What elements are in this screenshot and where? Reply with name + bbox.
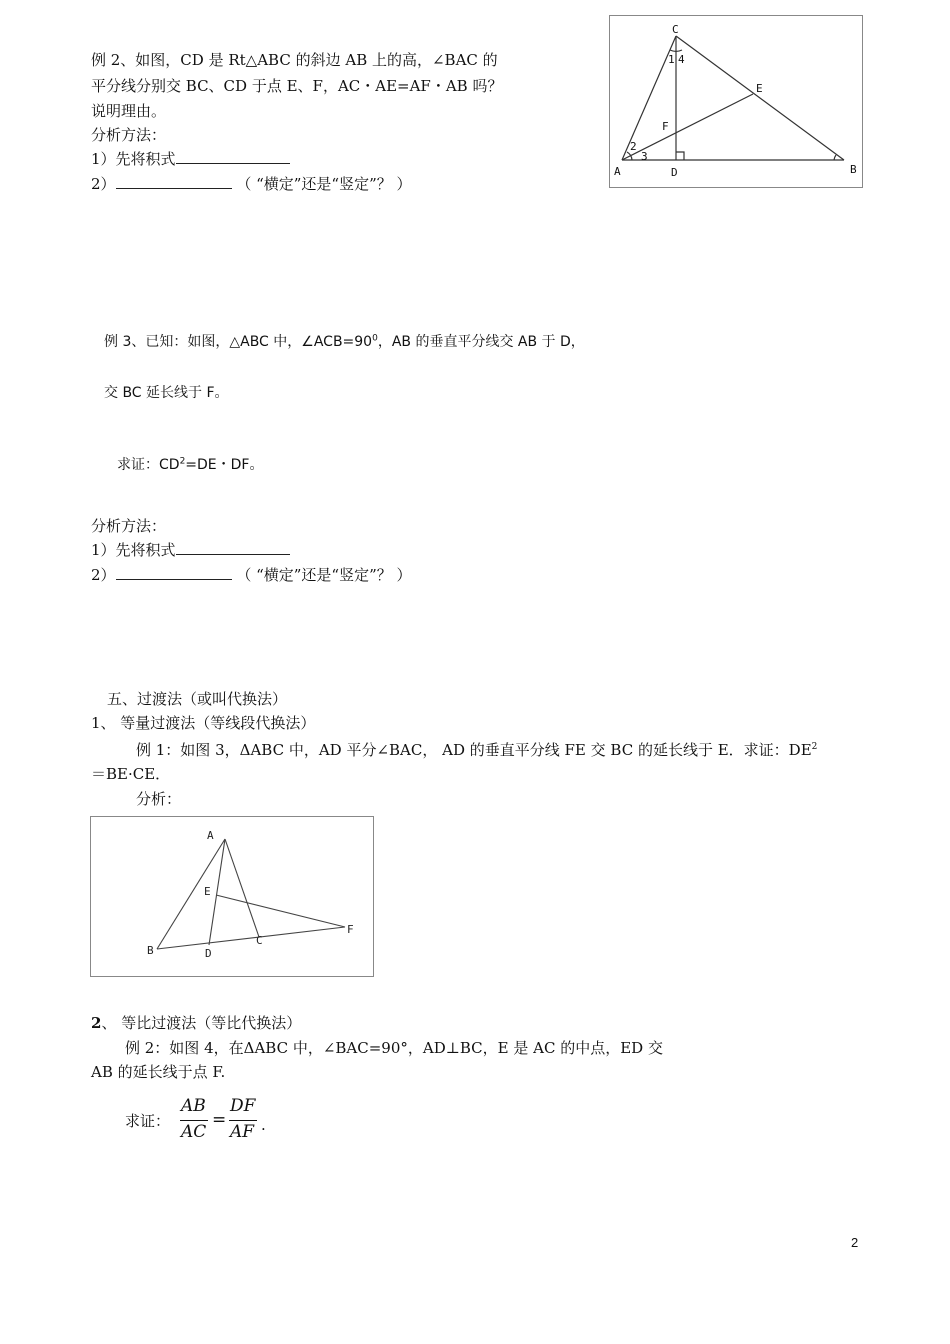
fraction-ab-ac [180,1096,210,1146]
ex3-step1-label: 1）先将积式 [91,541,176,559]
ex3-step2-suffix: （ “横定”还是“竖定”？ ） [236,566,412,584]
section5-title: 五、过渡法（或叫代换法） [107,690,288,708]
fig3-label-a: A [207,829,214,842]
ex2-step2-blank [116,173,232,189]
ex3-degree-sup: 0 [372,333,378,344]
label-angle-4: 4 [678,53,685,66]
label-e: E [756,82,763,95]
section5-sub2-text: 、 等比过渡法（等比代换法） [101,1014,302,1032]
fraction-df-bar [229,1120,257,1121]
label-angle-2: 2 [630,140,637,153]
ex2-line3: 说明理由。 [91,102,167,120]
prove-period: . [261,1116,266,1134]
section5-ex1-analysis: 分析： [136,790,182,808]
ex3-step2 [91,564,412,586]
fraction-ac-denominator: AC [181,1122,207,1142]
ex3-step2-prefix: 2） [91,566,116,584]
label-b: B [850,163,857,176]
ex3-line1-rest: ，AB 的垂直平分线交 AB 于 D， [377,334,585,350]
ex2-triangle-figure [609,15,863,188]
ex3-step2-blank [116,564,232,580]
fig3-label-f: F [347,923,354,936]
section5-ex1-line1 [136,739,817,761]
section5-sub2-num: 2 [91,1014,102,1032]
section5-sub2 [91,1012,301,1034]
ex3-prove [117,454,264,476]
section5-ex1-sup: 2 [811,742,818,752]
ex2-line2: 平分线分别交 BC、CD 于点 E、F，AC・AE=AF・AB 吗？ [91,77,503,95]
ex2-step1-label: 1）先将积式 [91,150,176,168]
fig3-label-c: C [256,934,263,947]
section5-ex2-line1: 例 2：如图 4，在ΔABC 中，∠BAC=90°，AD⊥BC，E 是 AC 的中点，ED 交 [125,1039,663,1057]
ex2-step2 [91,173,412,195]
ex2-step2-prefix: 2） [91,175,116,193]
ex3-line1 [104,331,585,353]
section5-ex2-line2: AB 的延长线于点 F. [91,1063,226,1081]
ex2-analysis-heading: 分析方法： [91,126,167,144]
label-a: A [614,165,621,178]
section5-ex1-text: 例 1：如图 3，ΔABC 中，AD 平分∠BAC， AD 的垂直平分线 FE 交 BC 的延长线于 E．求证：DE [136,741,812,759]
fraction-df-numerator: DF [230,1096,256,1116]
page-number: 2 [851,1235,859,1250]
fraction-ab-numerator: AB [181,1096,206,1116]
fig3-label-d: D [205,947,212,960]
label-d: D [671,166,678,179]
section5-sub1: 1、 等量过渡法（等线段代换法） [91,714,316,732]
fraction-ab-bar [180,1120,208,1121]
label-c: C [672,23,679,36]
ex3-step1 [91,539,290,561]
ex3-prove-prefix: 求证：CD [117,457,180,473]
ex2-step2-suffix: （ “横定”还是“竖定”？ ） [236,175,412,193]
ex3-prove-sup: 2 [179,456,186,467]
label-f: F [662,120,669,133]
label-angle-3: 3 [641,150,648,163]
section5-ex1-line2: ＝BE·CE． [91,765,171,783]
figure3-svg [91,817,373,976]
ex2-triangle-svg [610,16,862,187]
equals-sign: = [212,1110,227,1130]
ex3-line2: 交 BC 延长线于 F。 [104,385,229,401]
section5-prove-label: 求证： [125,1112,171,1130]
ex2-step1-blank [176,148,290,164]
ex2-line1: 例 2、如图，CD 是 Rt△ABC 的斜边 AB 上的高，∠BAC 的 [91,51,498,69]
fraction-af-denominator: AF [230,1122,255,1142]
fig3-label-e: E [204,885,211,898]
figure3 [90,816,374,977]
ex3-prove-rest: =DE・DF。 [185,457,264,473]
ex2-step1 [91,148,290,170]
fraction-df-af [229,1096,259,1146]
ex3-analysis-heading: 分析方法： [91,517,167,535]
label-angle-1: 1 [668,53,675,66]
fig3-label-b: B [147,944,154,957]
ex3-step1-blank [176,539,290,555]
ex3-line1-text: 例 3、已知：如图，△ABC 中，∠ACB=90 [104,334,373,350]
